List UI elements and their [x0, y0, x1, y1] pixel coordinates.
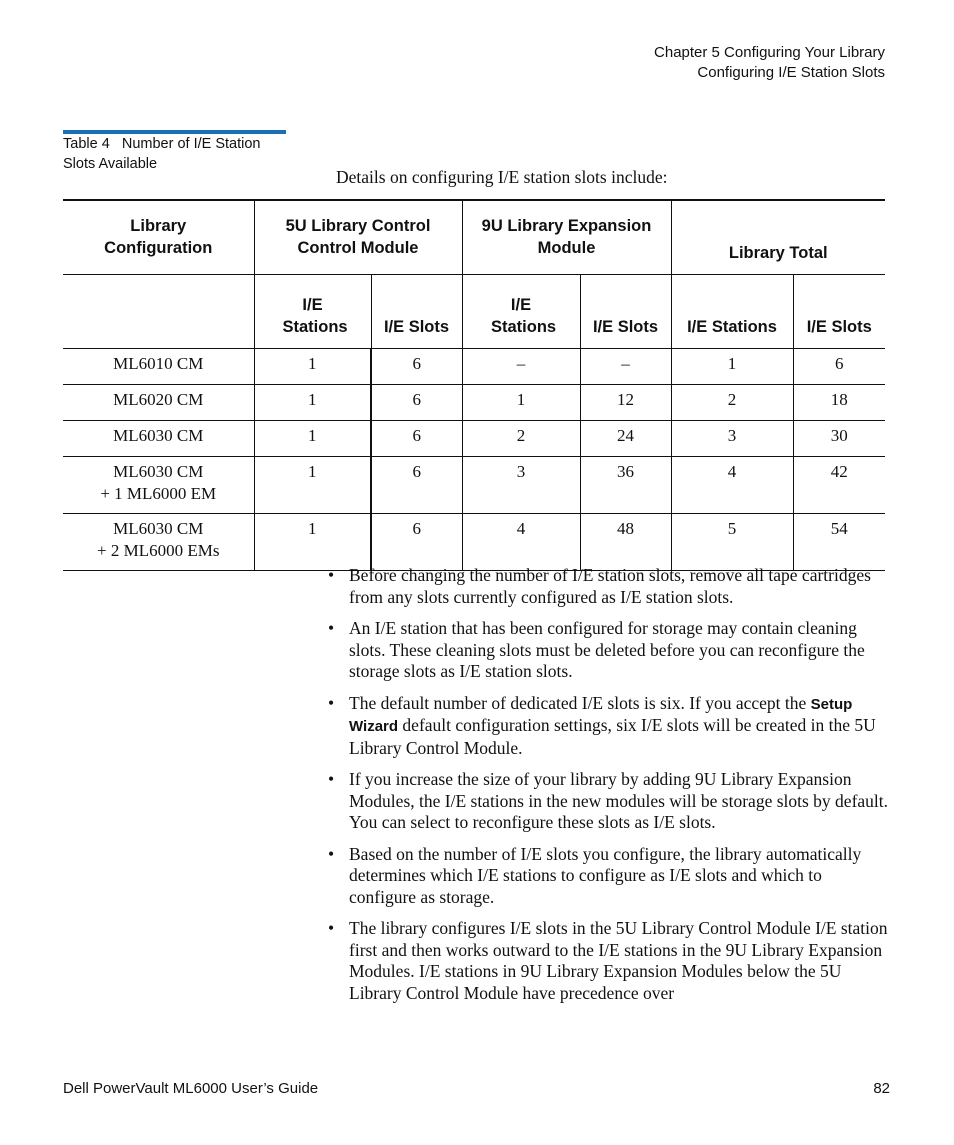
table-row: [63, 349, 885, 385]
cell-total-slots: 30: [793, 421, 885, 457]
table-row: [63, 421, 885, 457]
cell-total-stations: 4: [671, 457, 793, 514]
list-item: • The default number of dedicated I/E slots is six. If you accept the Setup Wizard default configuration settings, six I/E slots will be created in the 5U Library Control Module.: [328, 692, 876, 758]
cell-em-slots: 12: [580, 385, 671, 421]
cell-total-slots: 18: [793, 385, 885, 421]
cell-total-slots: 6: [793, 349, 885, 385]
cell-em-slots: 24: [580, 421, 671, 457]
cell-config: ML6030 CM: [113, 426, 204, 445]
table-caption: [63, 135, 293, 174]
caption-rule: [63, 130, 286, 134]
cell-em-slots: –: [580, 349, 671, 385]
table-row: [63, 514, 885, 571]
cell-cm-stations: 1: [254, 385, 371, 421]
header-blank: [63, 275, 254, 349]
cell-total-stations: 5: [671, 514, 793, 571]
list-item: • Before changing the number of I/E station slots, remove all tape cartridges from any slots currently configured as I/E station slots.: [328, 565, 871, 607]
running-head-section: Configuring I/E Station Slots: [697, 64, 885, 81]
table-row: [63, 457, 885, 514]
cell-cm-slots: 6: [371, 457, 462, 514]
cell-total-stations: 2: [671, 385, 793, 421]
bullet-icon: •: [328, 769, 335, 789]
table-row: [63, 385, 885, 421]
cell-cm-stations: 1: [254, 421, 371, 457]
cell-config: ML6010 CM: [113, 354, 204, 373]
cell-config: ML6020 CM: [113, 390, 204, 409]
bullet-icon: •: [328, 918, 335, 938]
cell-total-stations: 1: [671, 349, 793, 385]
list-item: • An I/E station that has been configured for storage may contain cleaning slots. These cleaning slots must be deleted before you can reconfigure the storage slots as I/E station slots.: [328, 618, 865, 681]
cell-em-stations: 1: [462, 385, 580, 421]
cell-config: ML6030 CM + 1 ML6000 EM: [100, 462, 217, 503]
cell-cm-slots: 6: [371, 385, 462, 421]
bullet-icon: •: [328, 565, 335, 585]
bullet-icon: •: [328, 618, 335, 638]
header-cm-slots: I/E Slots: [371, 275, 462, 349]
header-control-module: 5U Library Control Control Module: [254, 200, 462, 275]
header-total-stations: I/E Stations: [671, 275, 793, 349]
ie-slots-table: [63, 199, 885, 571]
header-cm-stations: I/E Stations: [254, 275, 371, 349]
caption-title: Number of I/E Station Slots Available: [63, 136, 261, 172]
header-library-configuration: Library Configuration: [104, 217, 213, 257]
list-item: • The library configures I/E slots in the 5U Library Control Module I/E station first and then works outward to the I/E stations in the 9U Library Expansion Modules. I/E stations in 9U Library Expansion Modules below the 5U Library Control Module have precedence over: [328, 918, 888, 1003]
header-total-slots: I/E Slots: [793, 275, 885, 349]
cell-cm-slots: 6: [371, 514, 462, 571]
cell-total-slots: 54: [793, 514, 885, 571]
running-head: [654, 43, 885, 83]
header-em-stations: I/E Stations: [462, 275, 580, 349]
cell-em-stations: 2: [462, 421, 580, 457]
bullet-list: [326, 565, 891, 1014]
cell-em-stations: 4: [462, 514, 580, 571]
cell-total-stations: 3: [671, 421, 793, 457]
setup-wizard-term: Setup Wizard: [349, 695, 853, 735]
header-library-total: Library Total: [671, 200, 885, 275]
cell-em-slots: 48: [580, 514, 671, 571]
cell-cm-slots: 6: [371, 349, 462, 385]
caption-label: Table 4: [63, 136, 110, 152]
header-expansion-module: 9U Library Expansion Module: [462, 200, 671, 275]
footer-doc-title: Dell PowerVault ML6000 User’s Guide: [63, 1080, 319, 1097]
cell-em-slots: 36: [580, 457, 671, 514]
cell-em-stations: 3: [462, 457, 580, 514]
list-item: • If you increase the size of your library by adding 9U Library Expansion Modules, the I/E stations in the new modules will be storage slots by default. You can select to reconfigure these slots as I/E slots.: [328, 769, 889, 832]
cell-total-slots: 42: [793, 457, 885, 514]
cell-cm-stations: 1: [254, 457, 371, 514]
cell-cm-slots: 6: [371, 421, 462, 457]
running-head-chapter: Chapter 5 Configuring Your Library: [654, 44, 885, 61]
footer-page-number: 82: [873, 1080, 890, 1097]
cell-config: ML6030 CM + 2 ML6000 EMs: [97, 519, 220, 560]
cell-em-stations: –: [462, 349, 580, 385]
header-em-slots: I/E Slots: [580, 275, 671, 349]
intro-text: Details on configuring I/E station slots include:: [336, 167, 668, 187]
cell-cm-stations: 1: [254, 349, 371, 385]
bullet-icon: •: [328, 843, 335, 864]
cell-cm-stations: 1: [254, 514, 371, 571]
list-item: • Based on the number of I/E slots you configure, the library automatically determines which I/E stations to configure as I/E slots and which to configure as storage.: [328, 843, 862, 907]
bullet-icon: •: [328, 692, 335, 713]
